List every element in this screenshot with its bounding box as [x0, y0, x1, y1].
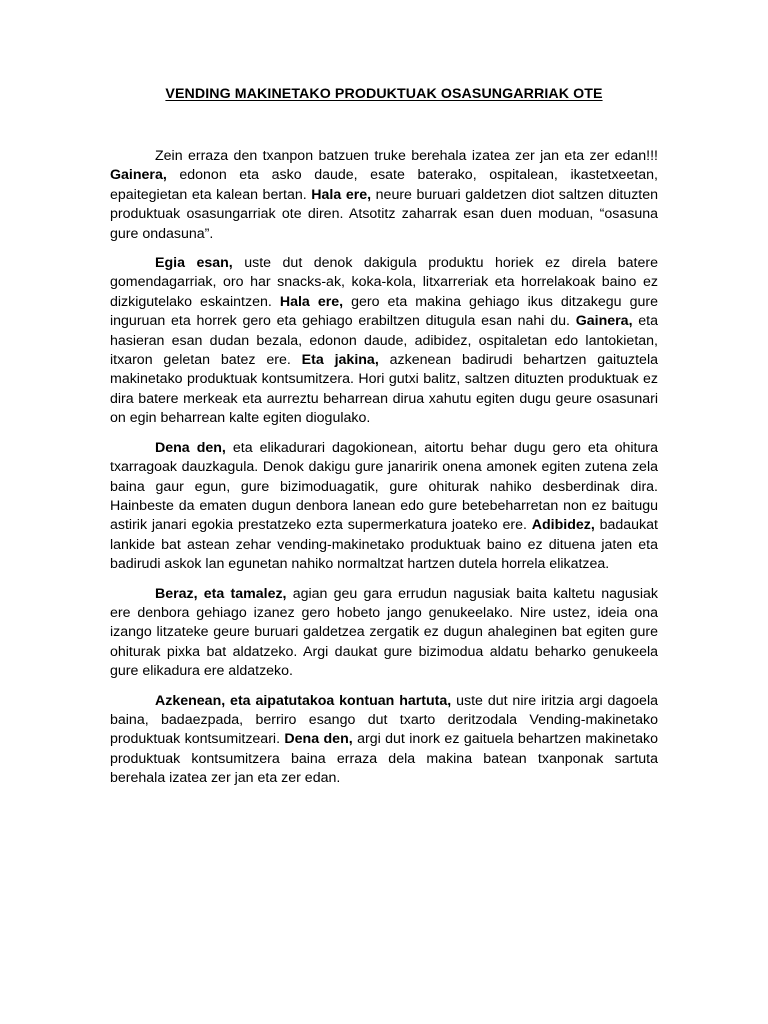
- bold-connector-text: Dena den,: [155, 439, 226, 456]
- bold-connector-text: Azkenean, eta aipatutakoa kontuan hartuta,: [155, 692, 452, 709]
- paragraph-text: edonon eta asko daude, esate baterako, ospitalean, ikastetxeetan, epaitegietan eta kalean bertan.: [110, 167, 658, 203]
- paragraph-text: eta elikadurari dagokionean, aitortu behar dugu gero eta ohitura txarragoak dauzkagula. Denok dakigu gure janaririk onena amonek egiten zutena zela baina gaur egun, gure bizimoduagatik, gure ohiturak nahiko desberdinak dira. Hainbeste da ematen dugun denbora lanean edo gure betebeharretan non ez baitugu astirik janari egokia prestatzeko ezta supermerkatura joateko ere.: [110, 439, 658, 534]
- bold-connector-text: Adibidez,: [531, 517, 595, 534]
- paragraph-text: eta hasieran esan dudan bezala, edonon daude, adibidez, ospitaletan edo lantokietan, itxaron geletan batez ere.: [110, 313, 659, 369]
- document-body: [110, 147, 658, 799]
- paragraph-text: agian geu gara errudun nagusiak baita kaltetu nagusiak ere denbora gehiago izanez gero hobeto jango genukeelako. Nire ustez, ideia ona izango litzateke geure buruari galdetzea zergatik ez dugun ahaleginen bat egiten gure ohiturak pixka bat aldatzeko. Argi daukat gure bizimodua aldatu beharko genukeela gure elikadura ere aldatzeko.: [110, 585, 658, 680]
- bold-connector-text: Beraz, eta tamalez,: [155, 585, 287, 602]
- bold-connector-text: Gainera,: [575, 313, 633, 330]
- bold-connector-text: Eta jakina,: [301, 352, 379, 369]
- paragraph-text: uste dut denok dakigula produktu horiek ez direla batere gomendagarriak, oro har snacks-ak, koka-kola, litxarreriak eta horrelakoak baino ez dizkigutelako eskaintzen.: [110, 255, 658, 310]
- bold-connector-text: Gainera,: [110, 167, 167, 184]
- paragraph-text: argi dut inork ez gaituela behartzen makinetako produktuak kontsumitzera baina erraza dela makina batean txanponak sartuta berehala izatea zer jan eta zer edan.: [110, 731, 658, 787]
- paragraph: [110, 692, 658, 789]
- paragraph: [110, 147, 658, 244]
- bold-connector-text: Hala ere,: [311, 186, 372, 203]
- paragraph: [110, 439, 658, 575]
- paragraph: [110, 585, 658, 682]
- bold-connector-text: Dena den,: [284, 731, 353, 748]
- paragraph-text: gero eta makina gehiago ikus ditzakegu gure inguruan eta horrek gero eta gehiago erabiltzen ditugula esan nahi du.: [110, 293, 658, 330]
- paragraph-text: azkenean badirudi behartzen gaituztela makinetako produktuak kontsumitzera. Hori gutxi balitz, saltzen dituzten produktuak ez dira batere merkeak eta aurreztu beharrean dirua xahutu egiten dugu geure osasunari on egin beharrean kalte egiten diogulako.: [110, 352, 658, 427]
- paragraph-text: neure buruari galdetzen diot saltzen dituzten produktuak osasungarriak ote diren. Atsotitz zaharrak esan duen moduan, “osasuna gure ondasuna”.: [110, 186, 659, 242]
- bold-connector-text: Hala ere,: [279, 293, 344, 310]
- paragraph: [110, 254, 658, 429]
- paragraph-text: uste dut nire iritzia argi dagoela baina, badaezpada, berriro esango dut txarto deritzodala Vending-makinetako produktuak kontsumitzeari.: [110, 692, 658, 748]
- paragraph-text: Zein erraza den txanpon batzuen truke berehala izatea zer jan eta zer edan!!!: [155, 148, 658, 164]
- document-title: VENDING MAKINETAKO PRODUKTUAK OSASUNGARRIAK OTE: [165, 86, 603, 102]
- paragraph-text: badaukat lankide bat astean zehar vending-makinetako produktuak baino ez dituena jaten eta badirudi askok lan egunetan nahiko normaltzat hartzen dutela horrela elikatzea.: [110, 517, 658, 573]
- bold-connector-text: Egia esan,: [155, 255, 233, 272]
